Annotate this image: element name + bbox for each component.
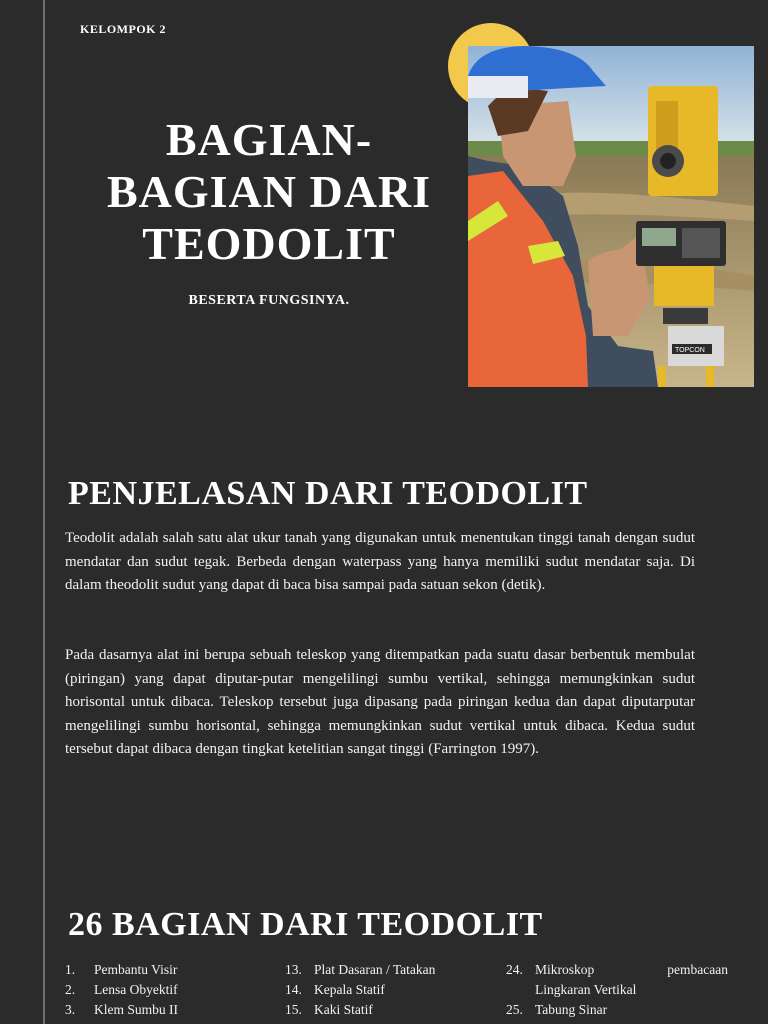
list-item-text	[535, 960, 728, 1000]
list-item-number: 24.	[506, 962, 523, 977]
section-heading-penjelasan: PENJELASAN DARI TEODOLIT	[68, 475, 588, 512]
list-item-word: pembacaan	[667, 962, 728, 977]
list-item-text: Kaki Statif	[314, 1002, 373, 1017]
list-item	[285, 980, 485, 1000]
list-item-number: 3.	[65, 1002, 76, 1017]
list-item	[285, 960, 485, 980]
list-item-text: Lensa Obyektif	[94, 982, 178, 997]
parts-list-column-2	[285, 960, 485, 1020]
title-line-3: TEODOLIT	[142, 218, 396, 269]
list-item	[506, 960, 728, 1000]
list-item	[65, 960, 265, 980]
penjelasan-paragraph-2: Pada dasarnya alat ini berupa sebuah teleskop yang ditempatkan pada suatu dasar berbentuk membulat (piringan) yang dapat diputar-putar mengelilingi sumbu vertikal, sehingga memungkinkan sudut horisontal untuk dibaca. Teleskop tersebut juga dipasang pada piringan kedua dan dapat diputarputar mengelilingi sumbu horisontal, sehingga memungkinkan sudut vertikal untuk dibaca. Kedua sudut tersebut dapat dibaca dengan tingkat ketelitian sangat tinggi (Farrington 1997).	[65, 647, 695, 757]
list-item-number: 25.	[506, 1002, 523, 1017]
list-item-number: 14.	[285, 982, 302, 997]
page-subtitle: BESERTA FUNGSINYA.	[188, 293, 350, 308]
page-title	[88, 114, 450, 270]
parts-list-column-1	[65, 960, 265, 1020]
title-line-2: BAGIAN DARI	[106, 166, 432, 217]
list-item-number: 1.	[65, 962, 76, 977]
list-item-text: Klem Sumbu II	[94, 1002, 178, 1017]
list-item-text: Kepala Statif	[314, 982, 385, 997]
section-heading-bagian: 26 BAGIAN DARI TEODOLIT	[68, 906, 543, 943]
list-item-number: 13.	[285, 962, 302, 977]
photo-illustration	[468, 46, 754, 387]
list-item-number: 15.	[285, 1002, 302, 1017]
surveyor-with-theodolite-photo	[468, 46, 754, 387]
list-item-text: Plat Dasaran / Tatakan	[314, 962, 436, 977]
instrument-brand-label: TOPCON	[675, 347, 705, 354]
list-item	[285, 1000, 485, 1020]
list-item-number: 2.	[65, 982, 76, 997]
list-item-word: Mikroskop	[535, 962, 595, 977]
list-item-text-line-2: Lingkaran Vertikal	[535, 982, 637, 997]
group-label: KELOMPOK 2	[80, 22, 166, 36]
list-item-text-line-1	[535, 960, 728, 980]
list-item	[65, 1000, 265, 1020]
title-line-1: BAGIAN-	[165, 114, 373, 165]
list-item	[506, 1000, 728, 1020]
parts-list-column-3	[506, 960, 728, 1020]
penjelasan-paragraph-1: Teodolit adalah salah satu alat ukur tanah yang digunakan untuk menentukan tinggi tanah dengan sudut mendatar dan sudut tegak. Berbeda dengan waterpass yang hanya memiliki sudut mendatar saja. Di dalam theodolit sudut yang dapat di baca bisa sampai pada satuan sekon (detik).	[65, 530, 695, 593]
left-vertical-rule	[43, 0, 45, 1024]
list-item	[65, 980, 265, 1000]
list-item-text: Pembantu Visir	[94, 962, 178, 977]
list-item-text: Tabung Sinar	[535, 1002, 608, 1017]
